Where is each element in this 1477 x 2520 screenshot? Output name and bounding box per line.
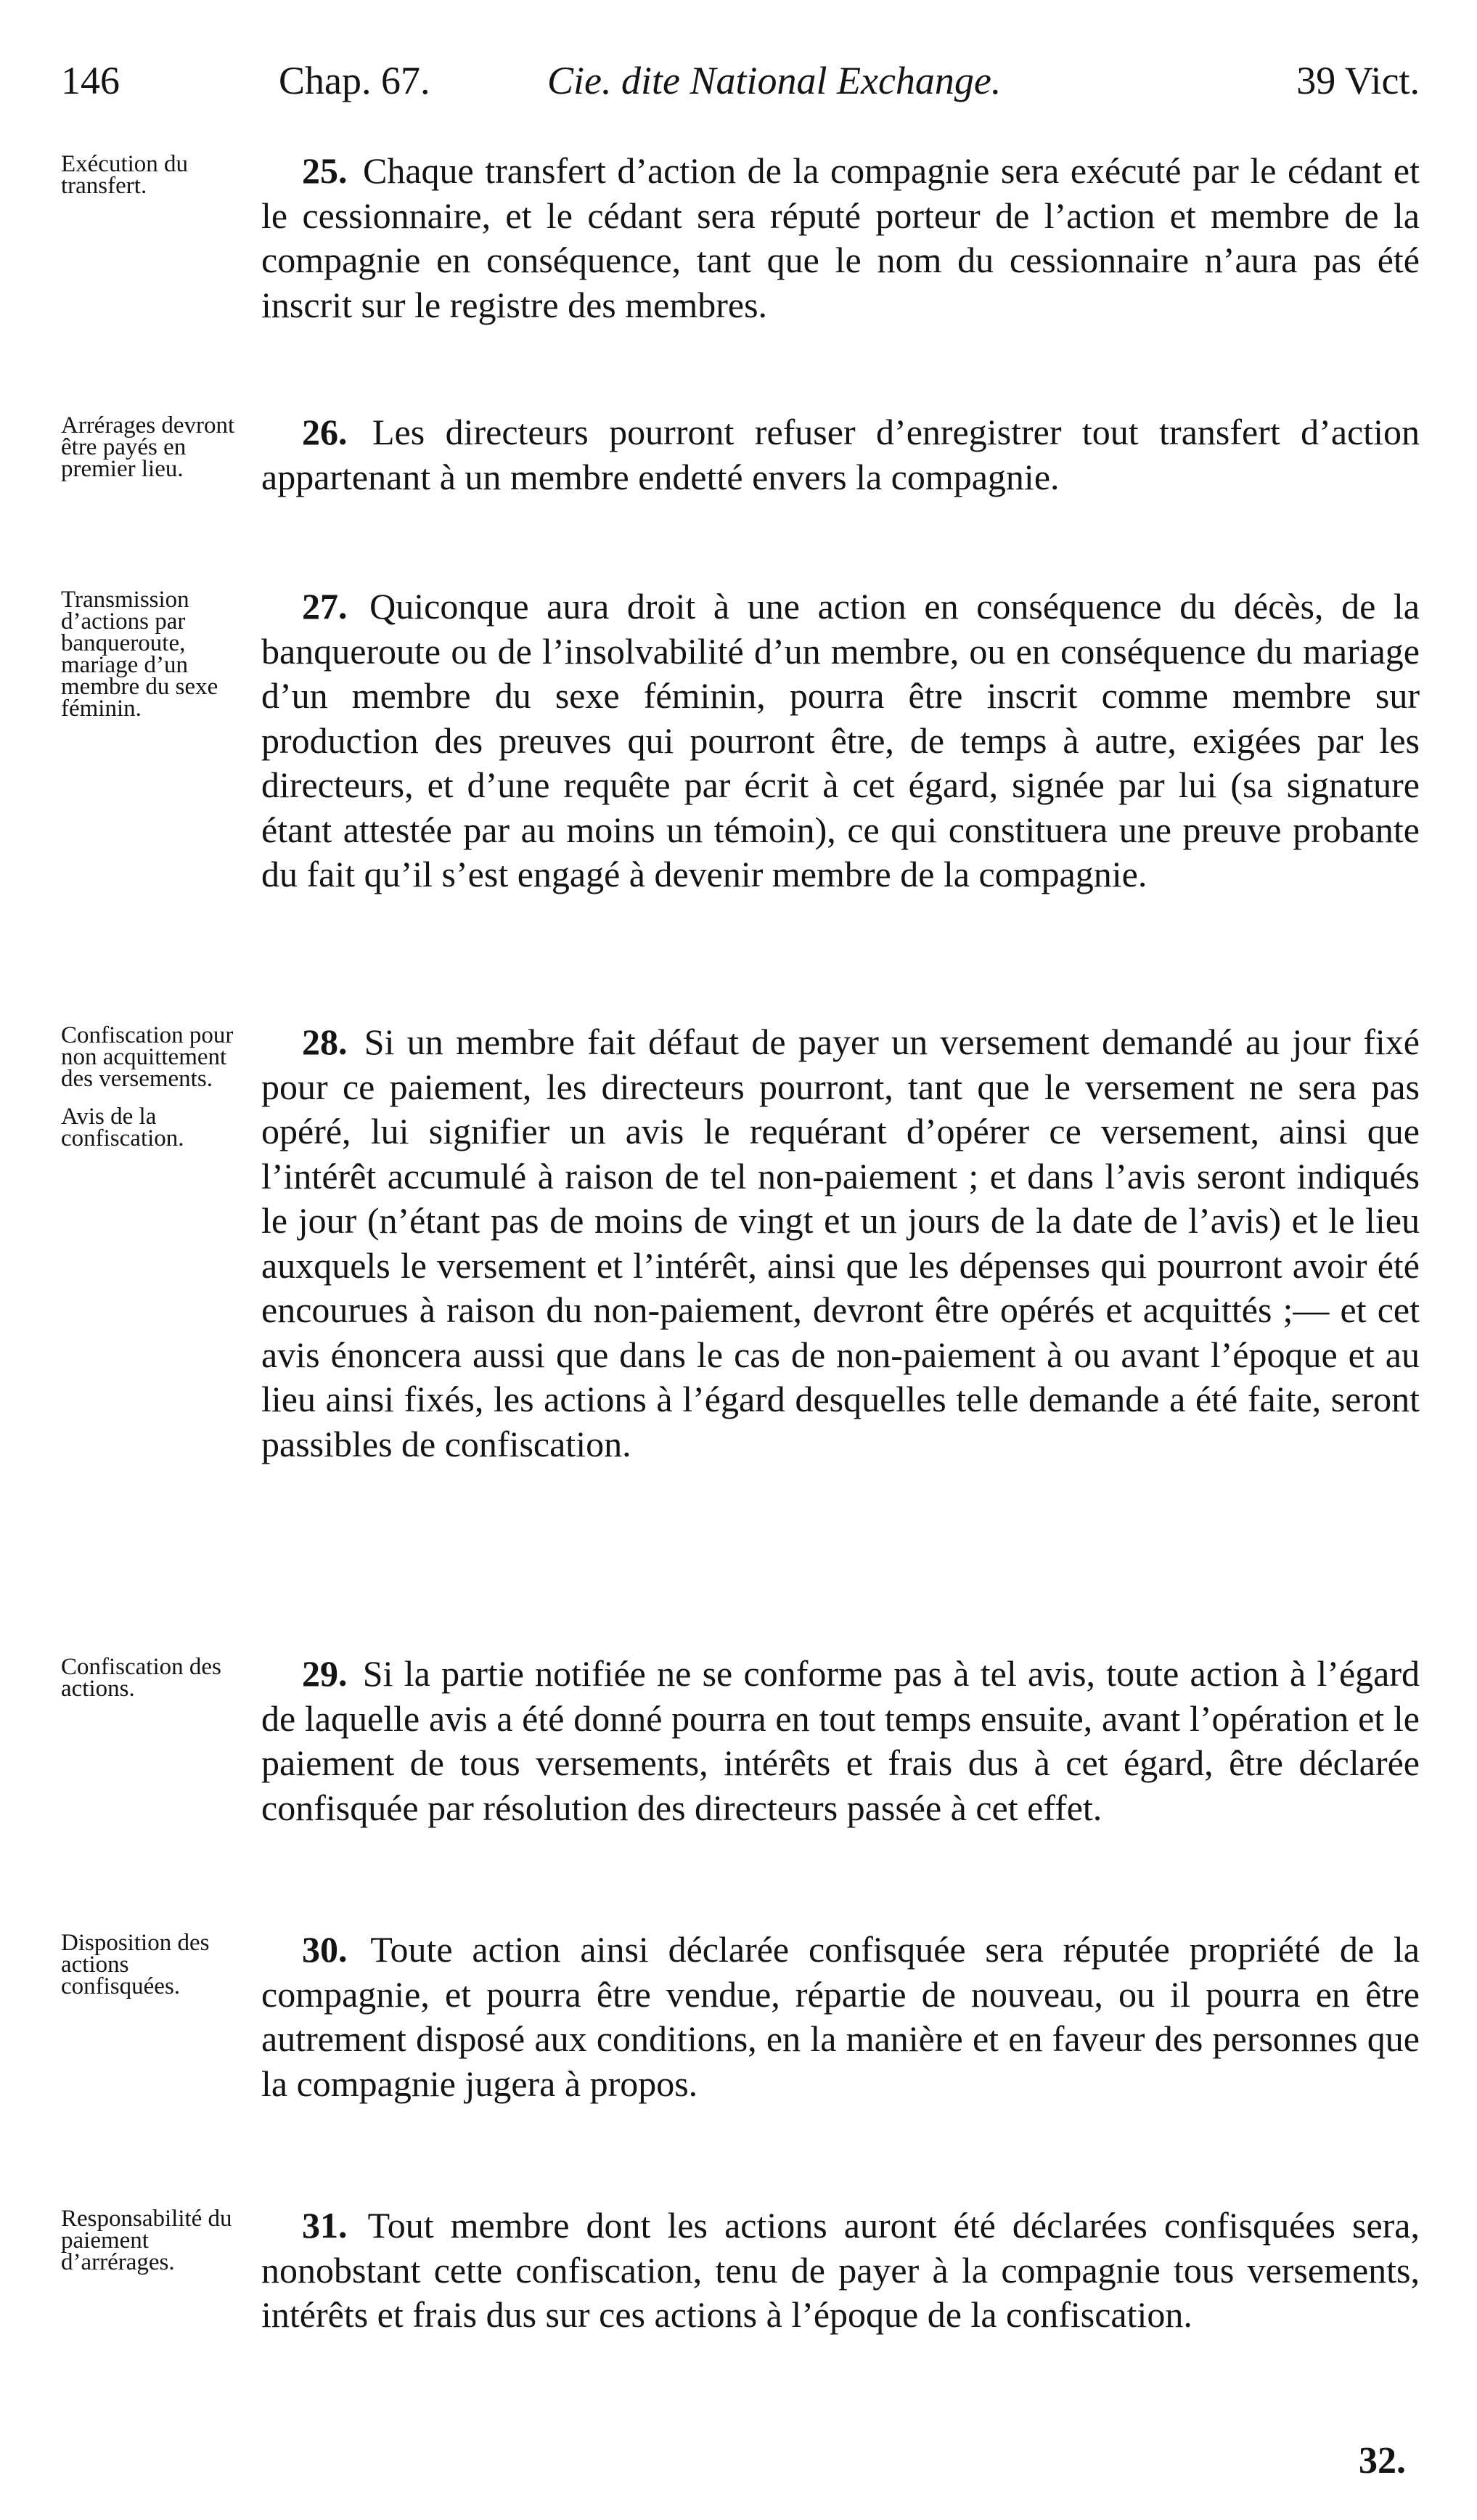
section-text: Chaque transfert d’action de la compagnie sera exécuté par le cédant et le cessionnaire, et le cédant sera réputé porteur de l’action et membre de la compagnie en conséquence, tant que le nom du cessionnaire n’aura pas été inscrit sur le registre des membres. (261, 150, 1420, 325)
margin-note (61, 153, 251, 213)
section-body (261, 2203, 1420, 2338)
section-text: Les directeurs pourront refuser d’enregistrer tout transfert d’action appartenant à un membre endetté envers la compagnie. (261, 412, 1420, 497)
section-body (261, 584, 1420, 897)
margin-note (61, 1932, 251, 2013)
section-number: 25. (302, 150, 348, 191)
margin-note (61, 1656, 251, 1716)
section-body (261, 149, 1420, 327)
section-number: 28. (302, 1022, 348, 1062)
section-text: Si un membre fait défaut de payer un versement demandé au jour fixé pour ce paiement, les directeurs pourront, tant que le versement ne sera pas opéré, lui signifier un avis le requérant d’opérer ce versement, ainsi que l’intérêt accumulé à raison de tel non-paiement ; et dans l’avis seront indiqués le jour (n’étant pas de moins de vingt et un jours de la date de l’avis) et le lieu auxquels le versement et l’intérêt, ainsi que les dépenses qui pourront avoir été encourues à raison du non-paiement, devront être opérés et acquittés ;— et cet avis énoncera aussi que dans le cas de non-paiement à ou avant l’époque et au lieu ainsi fixés, les actions à l’égard desquelles telle demande a été faite, seront passibles de confiscation. (261, 1022, 1420, 1464)
section-number: 30. (302, 1929, 348, 1970)
page-number: 146 (61, 59, 120, 102)
running-title: Cie. dite National Exchange. (547, 59, 1002, 102)
section-number: 26. (302, 412, 348, 452)
section-text: Toute action ainsi déclarée confisquée sera réputée propriété de la compagnie, et pourra être vendue, répartie de nouveau, ou il pourra en être autrement disposé aux conditions, en la manière et en faveur des personnes que la compagnie jugera à propos. (261, 1929, 1420, 2104)
section-body (261, 1652, 1420, 1830)
margin-note-text: Transmission d’actions par banqueroute, mariage d’un membre du sexe féminin. (61, 587, 218, 722)
section-body (261, 1928, 1420, 2106)
chapter-label: Chap. 67. (279, 59, 430, 102)
section-text: Si la partie notifiée ne se conforme pas à tel avis, toute action à l’égard de laquelle avis a été donné pourra en tout temps ensuite, avant l’opération et le paiement de tous versements, intérêts et frais dus à cet égard, être déclarée confisquée par résolution des directeurs passée à cet effet. (261, 1653, 1420, 1828)
margin-note (61, 412, 251, 496)
margin-note (61, 1024, 251, 1165)
margin-note-text: Arrérages devront être payés en premier lieu. (61, 412, 235, 482)
section-number: 31. (302, 2205, 348, 2246)
section-text: Quiconque aura droit à une action en conséquence du décès, de la banqueroute ou de l’insolvabilité d’un membre, ou en conséquence du mariage d’un membre du sexe féminin, pourra être inscrit comme membre sur production des preuves qui pourront être, de temps à autre, exigées par les directeurs, et d’une requête par écrit à cet égard, signée par lui (sa signature étant attestée par au moins un témoin), ce qui constituera une preuve probante du fait qu’il s’est engagé à devenir membre de la compagnie. (261, 586, 1420, 894)
margin-note-text: Exécution du transfert. (61, 151, 189, 199)
margin-note-text: Disposition des actions confisquées. (61, 1930, 210, 1999)
section-text: Tout membre dont les actions auront été déclarées confisquées sera, nonobstant cette confiscation, tenu de payer à la compagnie tous versements, intérêts et frais dus sur ces actions à l’époque de la confiscation. (261, 2205, 1420, 2335)
catchword-next-section: 32. (1359, 2440, 1406, 2482)
section-body (261, 410, 1420, 499)
margin-note-text: Responsabilité du paiement d’arrérages. (61, 2206, 232, 2275)
margin-note (61, 2208, 251, 2289)
regnal-year: 39 Vict. (1296, 59, 1420, 102)
margin-note-text: Confiscation pour non acquittement des versements. (61, 1022, 234, 1092)
page-header (61, 58, 1420, 116)
section-number: 29. (302, 1653, 348, 1694)
margin-note (61, 589, 251, 735)
section-number: 27. (302, 586, 348, 627)
section-body (261, 1020, 1420, 1467)
margin-note-text: Avis de la confiscation. (61, 1104, 184, 1151)
margin-note-text: Confiscation des actions. (61, 1654, 221, 1702)
